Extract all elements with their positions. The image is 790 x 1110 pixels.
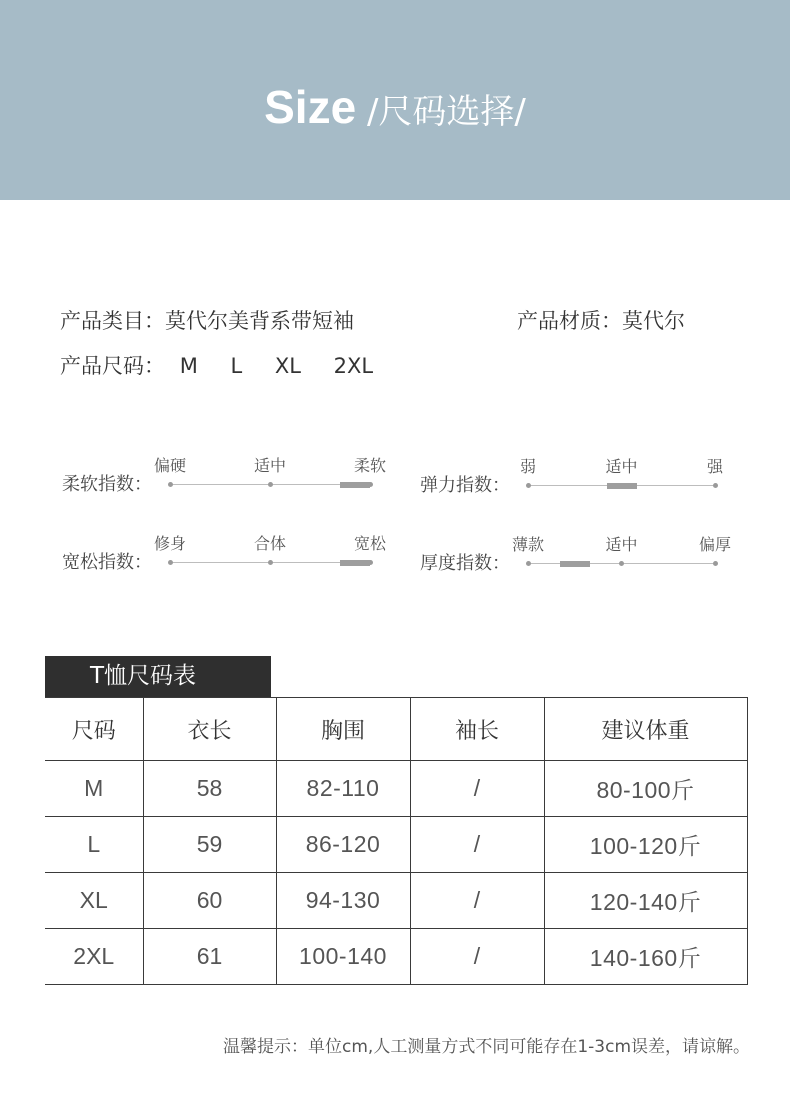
index-dot [713,483,718,488]
index-option: 适中 [605,457,638,476]
cell-sleeve: / [410,761,544,817]
index-option: 强 [706,457,724,476]
cell-chest: 86-120 [276,817,410,873]
index-option: 偏硬 [153,456,187,475]
table-tag-label: T恤尺码表 [89,663,197,689]
product-material-value: 莫代尔 [622,309,685,333]
cell-size: 2XL [45,929,143,985]
index-option: 柔软 [353,456,387,475]
size-table [45,697,748,985]
index-dot [168,560,173,565]
index-label: 柔软指数： [62,474,152,495]
index-option: 修身 [153,534,187,553]
header-size: 尺码 [45,698,143,761]
cell-size: M [45,761,143,817]
header-chest: 胸围 [276,698,410,761]
size-option-l: L [230,354,243,378]
index-option: 合体 [253,534,287,553]
index-selected-marker [560,561,590,567]
table-tag [45,656,271,697]
product-material-label: 产品材质： [517,309,622,333]
index-dot [268,482,273,487]
index-option: 偏厚 [698,535,732,554]
index-option: 适中 [605,535,638,554]
product-sizes-label: 产品尺码： [60,354,165,378]
cell-weight: 100-120斤 [544,817,747,873]
index-label: 厚度指数： [420,553,510,574]
cell-sleeve: / [410,873,544,929]
cell-sleeve: / [410,929,544,985]
table-row [45,873,747,929]
index-option: 薄款 [511,535,545,554]
size-option-2xl: 2XL [333,354,374,378]
index-option: 宽松 [353,534,387,553]
index-dot [268,560,273,565]
cell-weight: 80-100斤 [544,761,747,817]
banner-title-cn: /尺码选择/ [356,92,526,132]
cell-chest: 100-140 [276,929,410,985]
index-label: 弹力指数： [420,475,510,496]
cell-weight: 120-140斤 [544,873,747,929]
cell-length: 60 [143,873,276,929]
header-banner [0,0,790,200]
table-row [45,929,747,985]
cell-weight: 140-160斤 [544,929,747,985]
cell-length: 59 [143,817,276,873]
product-category-label: 产品类目： [60,309,165,333]
cell-length: 61 [143,929,276,985]
cell-length: 58 [143,761,276,817]
index-dot [526,561,531,566]
cell-chest: 94-130 [276,873,410,929]
cell-size: XL [45,873,143,929]
product-sizes [60,350,373,380]
header-sleeve: 袖长 [410,698,544,761]
table-row [45,817,747,873]
size-option-m: M [179,354,198,378]
size-table-header-row [45,698,747,761]
index-dot [619,561,624,566]
product-category-value: 莫代尔美背系带短袖 [165,309,354,333]
product-category [60,305,354,335]
index-option: 适中 [253,456,287,475]
header-length: 衣长 [143,698,276,761]
cell-size: L [45,817,143,873]
index-selected-marker [340,482,370,488]
measurement-note: 温馨提示：单位cm,人工测量方式不同可能存在1-3cm误差，请谅解。 [223,1037,750,1057]
index-dot [713,561,718,566]
index-dot [526,483,531,488]
index-selected-marker [607,483,637,489]
banner-title [0,80,790,134]
cell-chest: 82-110 [276,761,410,817]
index-option: 弱 [519,457,537,476]
size-option-xl: XL [274,354,301,378]
index-selected-marker [340,560,370,566]
index-dot [168,482,173,487]
table-row [45,761,747,817]
index-label: 宽松指数： [62,552,152,573]
banner-title-en: Size [264,81,357,133]
cell-sleeve: / [410,817,544,873]
header-weight: 建议体重 [544,698,747,761]
product-material [517,305,685,335]
